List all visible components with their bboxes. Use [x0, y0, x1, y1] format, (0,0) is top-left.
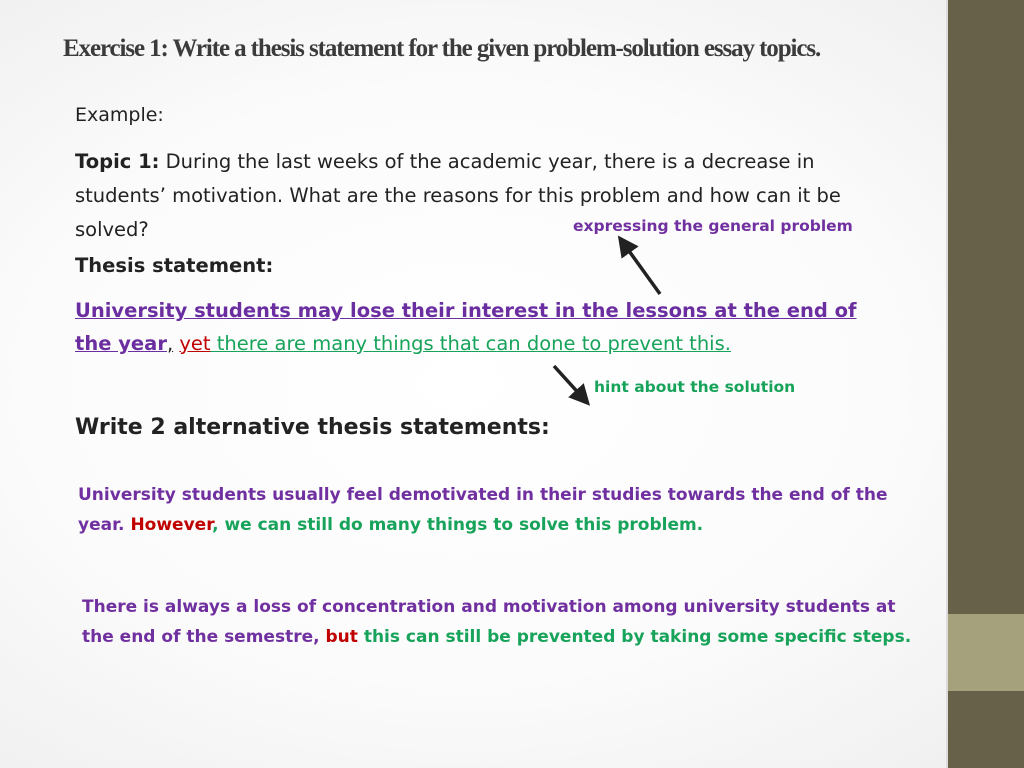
alt-2-problem: There is always a loss of concentration and motivation among university students at the end of the semestre, — [82, 597, 896, 647]
alt-2-connector: but — [325, 627, 358, 647]
arrow-to-problem — [624, 244, 660, 294]
alternative-statement-2 — [82, 592, 912, 652]
alt-1-connector: However — [130, 515, 213, 535]
annotation-problem: expressing the general problem — [573, 217, 853, 235]
arrow-to-solution — [554, 366, 583, 398]
thesis-label: Thesis statement: — [75, 254, 274, 277]
thesis-solution: there are many things that can done to prevent this. — [210, 332, 731, 355]
thesis-problem: University students may lose their interest in the lessons at the end of the year — [75, 299, 857, 355]
thesis-comma: , — [166, 332, 174, 355]
title-rest: : Write a thesis statement for the given problem-solution essay topics. — [160, 35, 821, 62]
thesis-connector: yet — [179, 332, 211, 355]
annotation-solution: hint about the solution — [594, 378, 796, 396]
alternative-statement-1 — [78, 480, 938, 540]
example-label: Example: — [75, 104, 164, 126]
write-label: Write 2 alternative thesis statements: — [75, 415, 550, 440]
title-bold: Exercise 1 — [63, 35, 161, 62]
alt-1-problem: University students usually feel demotivated in their studies towards the end of the year. — [78, 485, 888, 535]
topic-text: During the last weeks of the academic year, there is a decrease in students’ motivation. What are the reasons for this problem and how can it be solved? — [75, 150, 841, 241]
alt-2-solution: this can still be prevented by taking some specific steps. — [357, 627, 912, 647]
alt-1-solution: , we can still do many things to solve this problem. — [212, 515, 704, 535]
topic-label: Topic 1: — [75, 150, 160, 173]
